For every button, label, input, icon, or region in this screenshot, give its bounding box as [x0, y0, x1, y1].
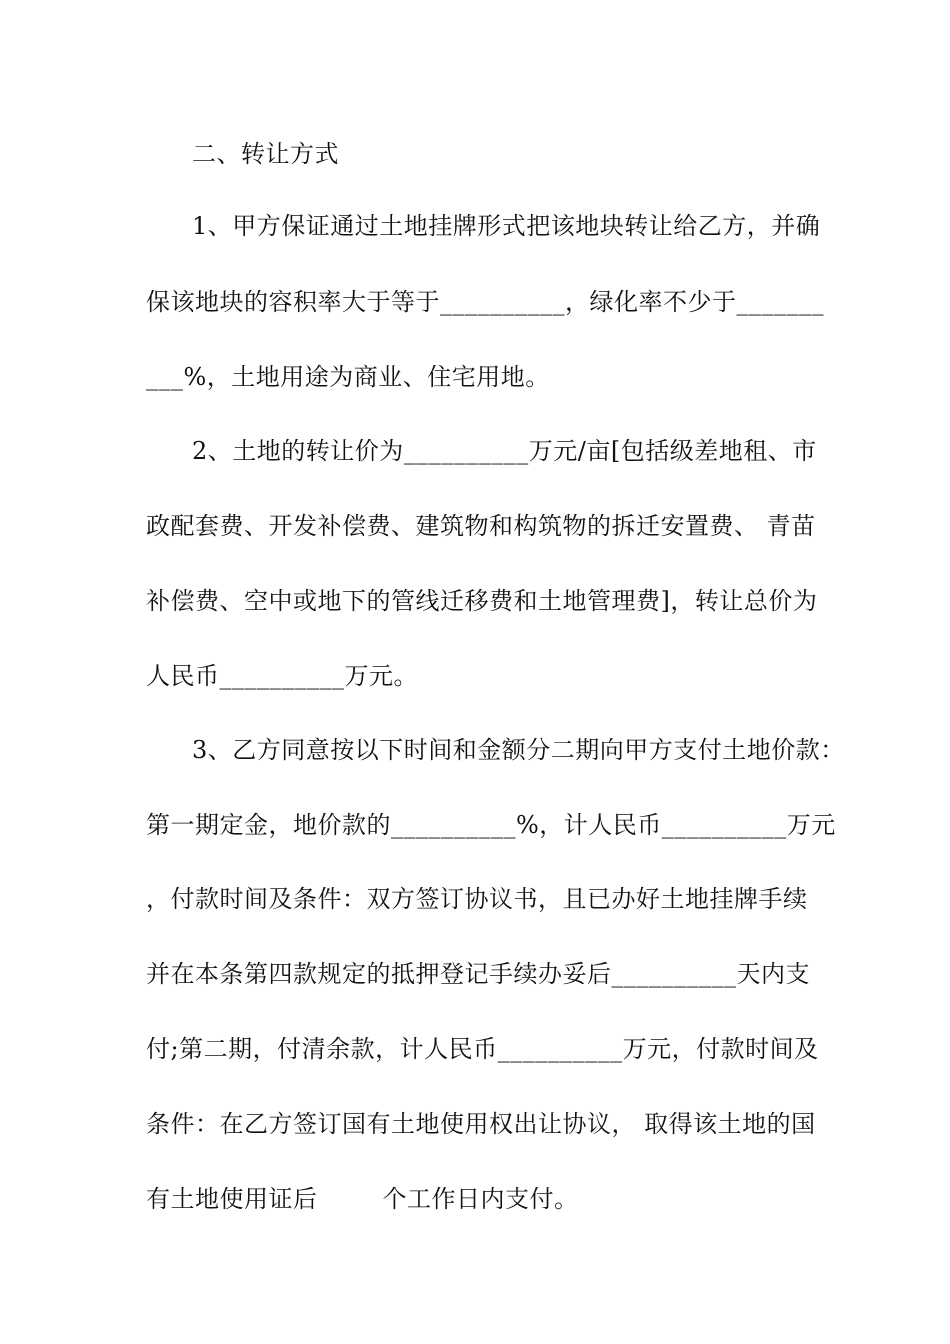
clause-2-line-2: 政配套费、开发补偿费、建筑物和构筑物的拆迁安置费、 青苗	[146, 512, 816, 540]
clause-2-line-3: 补偿费、空中或地下的管线迁移费和土地管理费]，转让总价为	[146, 587, 818, 615]
section-heading: 二、转让方式	[192, 140, 339, 168]
clause-2-line-4: 人民币__________万元。	[146, 662, 418, 690]
clause-3-line-6: 条件：在乙方签订国有土地使用权出让协议， 取得该土地的国	[146, 1110, 816, 1138]
clause-3-line-4: 并在本条第四款规定的抵押登记手续办妥后__________天内支	[146, 960, 810, 988]
clause-3-line-5: 付;第二期，付清余款，计人民币__________万元，付款时间及	[146, 1035, 819, 1063]
clause-3-line-7: 有土地使用证后 个工作日内支付。	[146, 1185, 579, 1213]
clause-2-line-1: 2、土地的转让价为__________万元/亩[包括级差地租、市	[192, 437, 817, 465]
clause-3-line-3: ，付款时间及条件：双方签订协议书，且已办好土地挂牌手续	[146, 885, 808, 913]
clause-3-line-2: 第一期定金，地价款的__________%，计人民币__________万元	[146, 811, 836, 839]
clause-1-line-3: ___%，土地用途为商业、住宅用地。	[146, 363, 550, 391]
clause-1-line-1: 1、甲方保证通过土地挂牌形式把该地块转让给乙方，并确	[192, 212, 821, 240]
clause-3-line-1: 3、乙方同意按以下时间和金额分二期向甲方支付土地价款：	[192, 736, 845, 764]
clause-1-line-2: 保该地块的容积率大于等于__________，绿化率不少于_______	[146, 288, 824, 316]
